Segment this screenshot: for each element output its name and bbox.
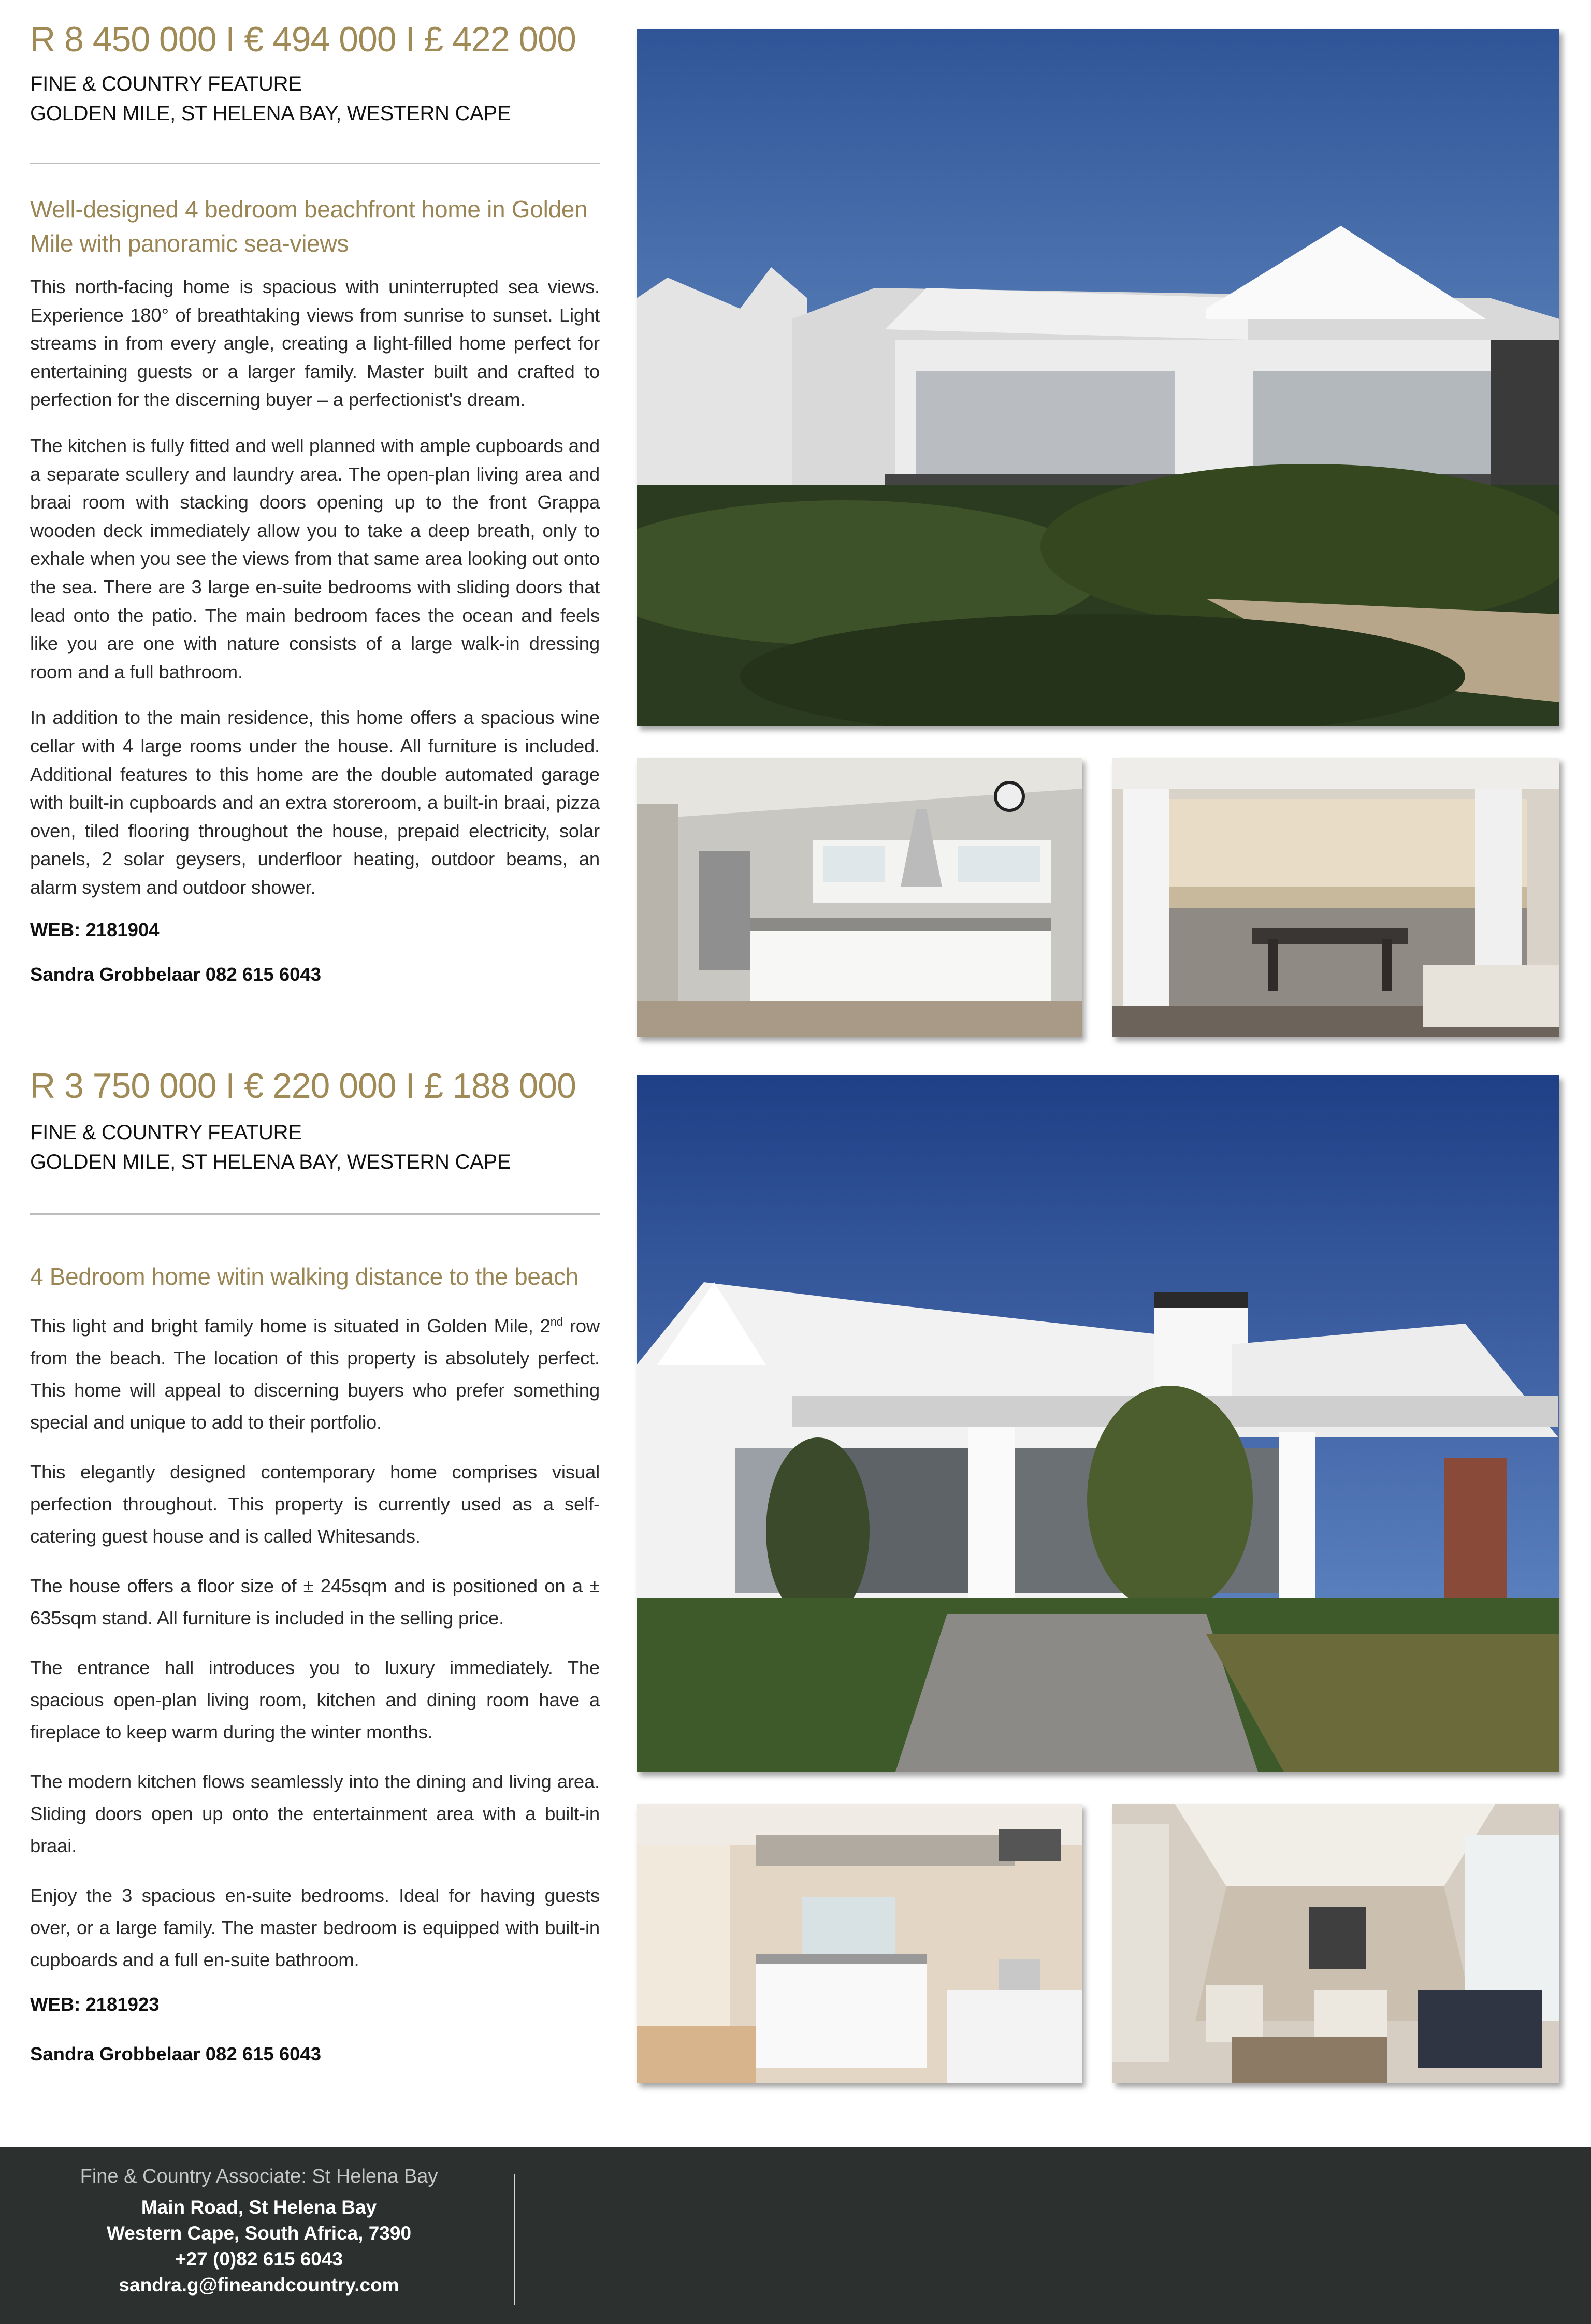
listing-1-heading: Well-designed 4 bedroom beachfront home in Golden Mile with panoramic sea-views: [30, 196, 588, 257]
listing-2-text: [30, 1068, 600, 2065]
listing-1-divider: [30, 163, 600, 164]
listing-2-paragraph: The modern kitchen flows seamlessly into the dining and living area. Sliding doors open up onto the entertainment area with a built-in braai.: [30, 1771, 600, 1857]
listing-2-description: [30, 1306, 600, 1976]
listing-1-main-photo: [637, 29, 1559, 726]
listing-1-paragraph: The kitchen is fully fitted and well planned with ample cupboards and a separate scullery and laundry area. The open-plan living area and braai room with stacking doors opening up to the front Grappa wooden deck immediately allow you to take a deep breath, only to exhale when you see the views from that same area looking out onto the sea. There are 3 large en-suite bedrooms with sliding doors that lead onto the patio. The main bedroom faces the ocean and feels like you are one with nature consists of a large walk-in dressing room and a full bathroom.: [30, 434, 600, 682]
listing-2-paragraph: Enjoy the 3 spacious en-suite bedrooms. Ideal for having guests over, or a large family. The master bedroom is equipped with built-in cupboards and a full en-suite bathroom.: [30, 1885, 600, 1971]
footer-divider: [514, 2174, 515, 2305]
footer-address-line-1: Main Road, St Helena Bay: [141, 2197, 377, 2218]
listing-2-lounge-photo: [1112, 1804, 1559, 2083]
listing-1-location: GOLDEN MILE, ST HELENA BAY, WESTERN CAPE: [30, 102, 511, 125]
listing-2-paragraph: The entrance hall introduces you to luxury immediately. The spacious open-plan living room, kitchen and dining room have a fireplace to keep warm during the winter months.: [30, 1657, 600, 1743]
listing-1-text: [30, 22, 600, 985]
listing-2-paragraph: The house offers a floor size of ± 245sqm and is positioned on a ± 635sqm stand. All furniture is included in the selling price.: [30, 1575, 600, 1629]
listing-2-price: R 3 750 000 I € 220 000 I £ 188 000: [30, 1066, 576, 1106]
listing-1-agent-contact: Sandra Grobbelaar 082 615 6043: [30, 964, 322, 985]
listing-2-location: GOLDEN MILE, ST HELENA BAY, WESTERN CAPE: [30, 1151, 511, 1173]
listing-1-price: R 8 450 000 I € 494 000 I £ 422 000: [30, 20, 576, 59]
listing-1-web-ref: WEB: 2181904: [30, 919, 160, 941]
listing-1-kitchen-photo: [637, 758, 1082, 1037]
footer: [0, 2147, 1591, 2324]
listing-2-paragraph-part: This light and bright family home is situated in Golden Mile, 2: [30, 1315, 551, 1337]
footer-phone[interactable]: +27 (0)82 615 6043: [175, 2248, 343, 2270]
listing-2-main-photo: [637, 1075, 1559, 1772]
listing-2-heading: 4 Bedroom home witin walking distance to the beach: [30, 1263, 578, 1290]
listing-2-paragraph-part: row from the beach. The location of this property is absolutely perfect. This home will appeal to discerning buyers who prefer something special and unique to add to their portfolio.: [30, 1315, 600, 1433]
listing-2-web-ref: WEB: 2181923: [30, 1994, 160, 2015]
listing-2-agent-contact: Sandra Grobbelaar 082 615 6043: [30, 2043, 322, 2065]
listing-1-description: [30, 273, 600, 902]
listing-1-paragraph: This north-facing home is spacious with uninterrupted sea views. Experience 180° of breathtaking views from sunrise to sunset. Light streams in from every angle, creating a light-filled home perfect for entertaining guests or a larger family. Master built and crafted to perfection for the discerning buyer – a perfectionist's dream.: [30, 276, 600, 411]
listing-2-ordinal-suffix: nd: [550, 1315, 563, 1328]
listing-2-kitchen-photo: [637, 1804, 1082, 2083]
listing-2-paragraph: [30, 1306, 600, 1439]
listing-1-feature-label: FINE & COUNTRY FEATURE: [30, 72, 302, 95]
listing-2-divider: [30, 1213, 600, 1215]
listing-2-paragraph: This elegantly designed contemporary home comprises visual perfection throughout. This property is currently used as a self-catering guest house and is called Whitesands.: [30, 1461, 600, 1547]
footer-associate: Fine & Country Associate: St Helena Bay: [80, 2166, 438, 2187]
footer-address-line-2: Western Cape, South Africa, 7390: [106, 2223, 412, 2244]
footer-email-link[interactable]: sandra.g@fineandcountry.com: [119, 2274, 399, 2296]
listing-2-feature-label: FINE & COUNTRY FEATURE: [30, 1121, 302, 1144]
listing-1-living-photo: [1112, 758, 1559, 1037]
listing-1-paragraph: In addition to the main residence, this home offers a spacious wine cellar with 4 large rooms under the house. All furniture is included. Additional features to this home are the double automated garage with built-in cupboards and an extra storeroom, a built-in braai, pizza oven, tiled flooring throughout the house, prepaid electricity, solar panels, 2 solar geysers, underfloor heating, outdoor beams, an alarm system and outdoor shower.: [30, 707, 600, 898]
